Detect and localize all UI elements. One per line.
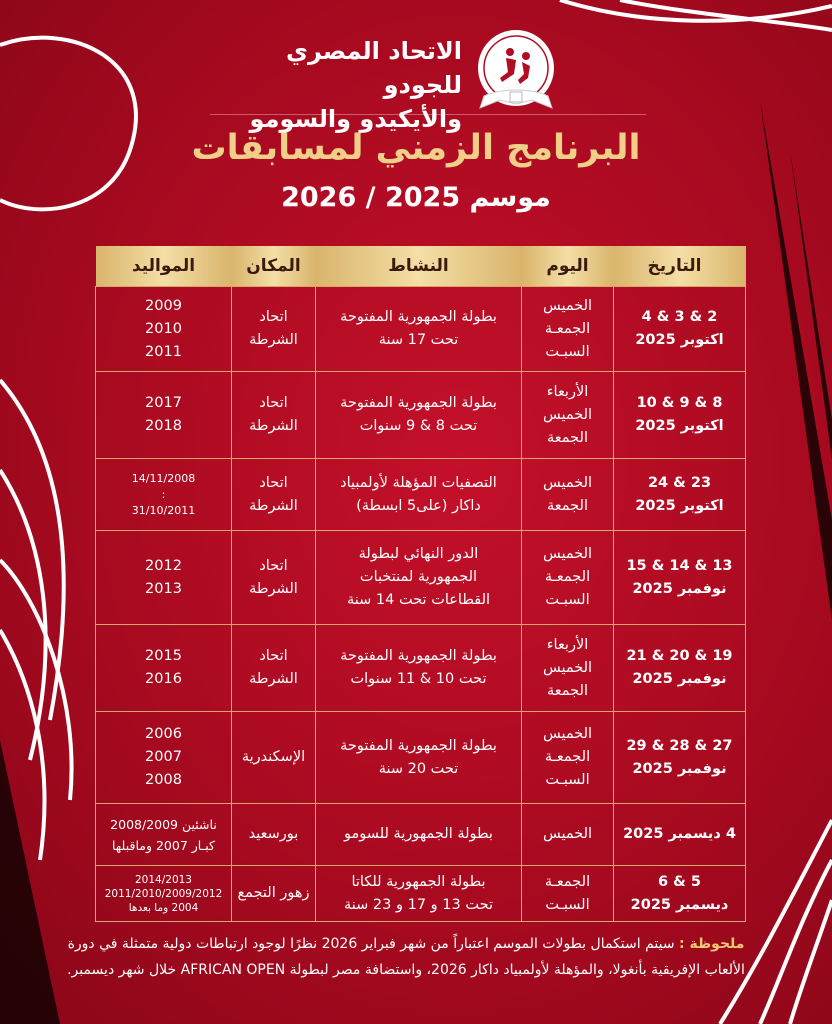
federation-name-line1: الاتحاد المصري للجودو: [286, 37, 462, 99]
federation-name: [230, 34, 462, 136]
table-row: [96, 625, 746, 712]
footnote-text: سيتم استكمال بطولات الموسم اعتباراً من شهر فبراير 2026 نظرًا لوجود ارتباطات دولية متمثلة في دورة الألعاب الإفريقية بأنغولا، والمؤهلة لأولمبياد داكار 2026، واستضافة مصر لبطولة AFRICAN OPEN خلال شهر ديسمبر.: [67, 936, 745, 978]
cell-date: 8 & 9 & 10 اكتوبر 2025: [614, 372, 746, 459]
header-venue: المكان: [232, 246, 316, 287]
cell-date: 27 & 28 & 29 نوفمبر 2025: [614, 712, 746, 804]
footnote: [50, 931, 762, 983]
cell-activity: بطولة الجمهورية المفتوحة تحت 8 & 9 سنوات: [316, 372, 522, 459]
schedule-table-wrap: [95, 246, 745, 922]
cell-day: الخميس الجمعـة السبـت: [522, 712, 614, 804]
cell-day: الخميس الجمعـة السبـت: [522, 287, 614, 372]
cell-births: 14/11/2008 : 31/10/2011: [96, 459, 232, 531]
cell-activity: التصفيات المؤهلة لأولمبياد داكار (على5 ابسطة): [316, 459, 522, 531]
schedule-table: [95, 246, 746, 922]
footnote-label: ملحوظة :: [679, 936, 745, 952]
page-title: البرنامج الزمني لمسابقات: [191, 128, 641, 168]
cell-births: ناشئين 2008/2009 كبـار 2007 وماقبلها: [96, 804, 232, 866]
cell-date: 2 & 3 & 4 اكتوبر 2025: [614, 287, 746, 372]
cell-activity: بطولة الجمهورية المفتوحة تحت 20 سنة: [316, 712, 522, 804]
table-row: [96, 372, 746, 459]
cell-activity: بطولة الجمهورية المفتوحة تحت 10 & 11 سنوات: [316, 625, 522, 712]
header-divider: [210, 114, 646, 115]
cell-day: الخميس الجمعـة السبـت: [522, 531, 614, 625]
cell-activity: بطولة الجمهورية للسومو: [316, 804, 522, 866]
header-births: المواليد: [96, 246, 232, 287]
cell-births: 2012 2013: [96, 531, 232, 625]
header-date: التاريخ: [614, 246, 746, 287]
header-day: اليوم: [522, 246, 614, 287]
table-header-row: [96, 246, 746, 287]
cell-day: الخميس: [522, 804, 614, 866]
table-row: [96, 866, 746, 922]
cell-date: 13 & 14 & 15 نوفمبر 2025: [614, 531, 746, 625]
cell-date: 19 & 20 & 21 نوفمبر 2025: [614, 625, 746, 712]
cell-day: الخميس الجمعة: [522, 459, 614, 531]
cell-venue: اتحاد الشرطة: [232, 531, 316, 625]
federation-logo: [470, 26, 562, 118]
federation-name-line2: والأيكيدو والسومو: [249, 105, 462, 133]
cell-venue: اتحاد الشرطة: [232, 459, 316, 531]
cell-venue: زهور التجمع: [232, 866, 316, 922]
cell-venue: بورسعيد: [232, 804, 316, 866]
header-activity: النشاط: [316, 246, 522, 287]
cell-venue: الإسكندرية: [232, 712, 316, 804]
cell-births: 2006 2007 2008: [96, 712, 232, 804]
cell-births: 2014/2013 2011/2010/2009/2012 2004 وما بعدها: [96, 866, 232, 922]
table-row: [96, 804, 746, 866]
cell-venue: اتحاد الشرطة: [232, 625, 316, 712]
cell-venue: اتحاد الشرطة: [232, 372, 316, 459]
cell-day: الأربعاء الخميس الجمعة: [522, 372, 614, 459]
season-label: موسم: [469, 182, 551, 213]
season-separator: /: [365, 182, 376, 213]
season-from-year: 2025: [384, 182, 461, 213]
cell-activity: بطولة الجمهورية للكاتا تحت 13 و 17 و 23 سنة: [316, 866, 522, 922]
cell-activity: الدور النهائي لبطولة الجمهورية لمنتخبات القطاعات تحت 14 سنة: [316, 531, 522, 625]
table-row: [96, 531, 746, 625]
cell-venue: اتحاد الشرطة: [232, 287, 316, 372]
table-row: [96, 712, 746, 804]
season-to-year: 2026: [281, 182, 357, 213]
cell-births: 2017 2018: [96, 372, 232, 459]
cell-activity: بطولة الجمهورية المفتوحة تحت 17 سنة: [316, 287, 522, 372]
cell-day: الأربعاء الخميس الجمعة: [522, 625, 614, 712]
cell-date: 4 ديسمبر 2025: [614, 804, 746, 866]
cell-day: الجمعـة السبـت: [522, 866, 614, 922]
table-row: [96, 459, 746, 531]
header: [0, 22, 832, 133]
table-row: [96, 287, 746, 372]
cell-births: 2009 2010 2011: [96, 287, 232, 372]
cell-date: 23 & 24 اكتوبر 2025: [614, 459, 746, 531]
cell-births: 2015 2016: [96, 625, 232, 712]
season-line: [0, 182, 832, 213]
cell-date: 5 & 6 ديسمبر 2025: [614, 866, 746, 922]
